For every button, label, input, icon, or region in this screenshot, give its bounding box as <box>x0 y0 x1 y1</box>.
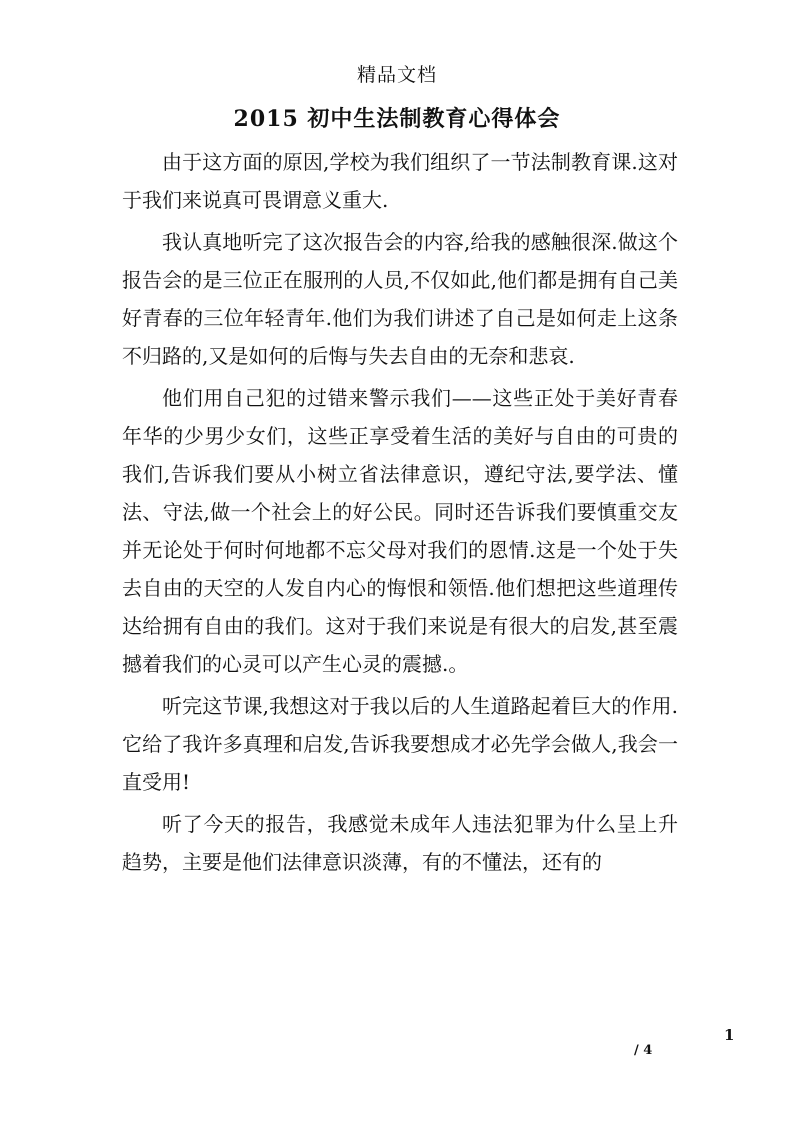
document-title: 2015 初中生法制教育心得体会 <box>233 106 561 132</box>
page-number: 1 <box>724 1026 735 1044</box>
paragraph-2: 我认真地听完了这次报告会的内容,给我的感触很深.做这个报告会的是三位正在服刑的人员,不仅如此,他们都是拥有自己美好青春的三位年轻青年.他们为我们讲述了自己是如何走上这条不归路的,又是如何的后悔与失去自由的无奈和悲哀. <box>122 230 678 368</box>
paragraph-5: 听了今天的报告，我感觉未成年人违法犯罪为什么呈上升趋势，主要是他们法律意识淡薄，有的不懂法，还有的 <box>122 812 678 874</box>
paragraph-3: 他们用自己犯的过错来警示我们——这些正处于美好青春年华的少男少女们，这些正享受着生活的美好与自由的可贵的我们,告诉我们要从小树立省法律意识，遵纪守法,要学法、懂法、守法,做一个社会上的好公民。同时还告诉我们要慎重交友并无论处于何时何地都不忘父母对我们的恩情.这是一个处于失去自由的天空的人发自内心的悔恨和领悟.他们想把这些道理传达给拥有自由的我们。这对于我们来说是有很大的启发,甚至震撼着我们的心灵可以产生心灵的震撼.。 <box>122 386 678 676</box>
paragraph-4: 听完这节课,我想这对于我以后的人生道路起着巨大的作用.它给了我许多真理和启发,告诉我要想成才必先学会做人,我会一直受用! <box>122 694 678 794</box>
document-body <box>122 143 678 885</box>
paragraph-1: 由于这方面的原因,学校为我们组织了一节法制教育课.这对于我们来说真可畏谓意义重大. <box>122 150 678 212</box>
page-header: 精品文档 <box>356 64 437 86</box>
page-total: / 4 <box>634 1043 653 1058</box>
